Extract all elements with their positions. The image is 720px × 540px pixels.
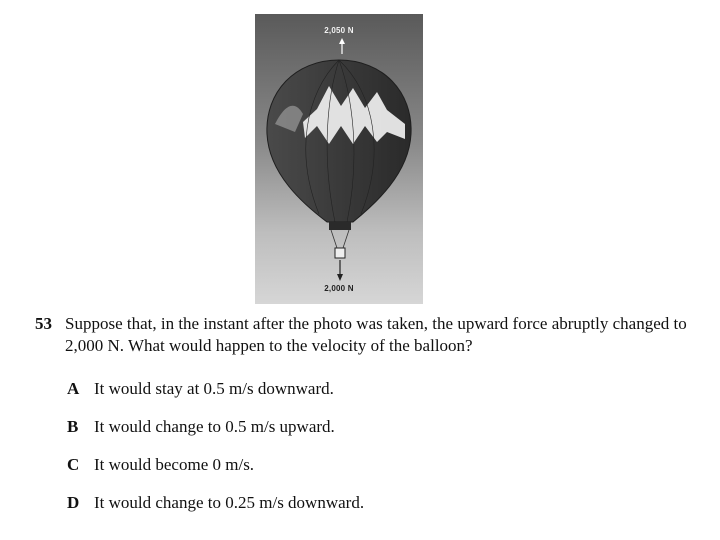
option-letter: B (67, 417, 79, 436)
balloon-basket (335, 248, 345, 258)
upward-force-label: 2,050 N (324, 26, 354, 35)
answer-option-d[interactable] (67, 492, 364, 514)
answer-option-b[interactable] (67, 416, 335, 438)
option-letter: D (67, 493, 80, 512)
hot-air-balloon-illustration (255, 14, 423, 304)
question-text: Suppose that, in the instant after the photo was taken, the upward force abruptly changed to 2,000 N. What would happen to the velocity of the balloon? (65, 314, 687, 355)
option-letter: A (67, 379, 80, 398)
option-text: It would become 0 m/s. (94, 455, 255, 474)
option-letter: C (67, 455, 80, 474)
option-text: It would stay at 0.5 m/s downward. (94, 379, 334, 398)
option-text: It would change to 0.25 m/s downward. (94, 493, 365, 512)
balloon-envelope (267, 60, 411, 222)
option-text: It would change to 0.5 m/s upward. (94, 417, 335, 436)
answer-option-a[interactable] (67, 378, 334, 400)
balloon-photo (255, 14, 423, 304)
answer-option-c[interactable] (67, 454, 254, 476)
question-number: 53 (35, 314, 52, 333)
downward-force-label: 2,000 N (324, 284, 354, 293)
